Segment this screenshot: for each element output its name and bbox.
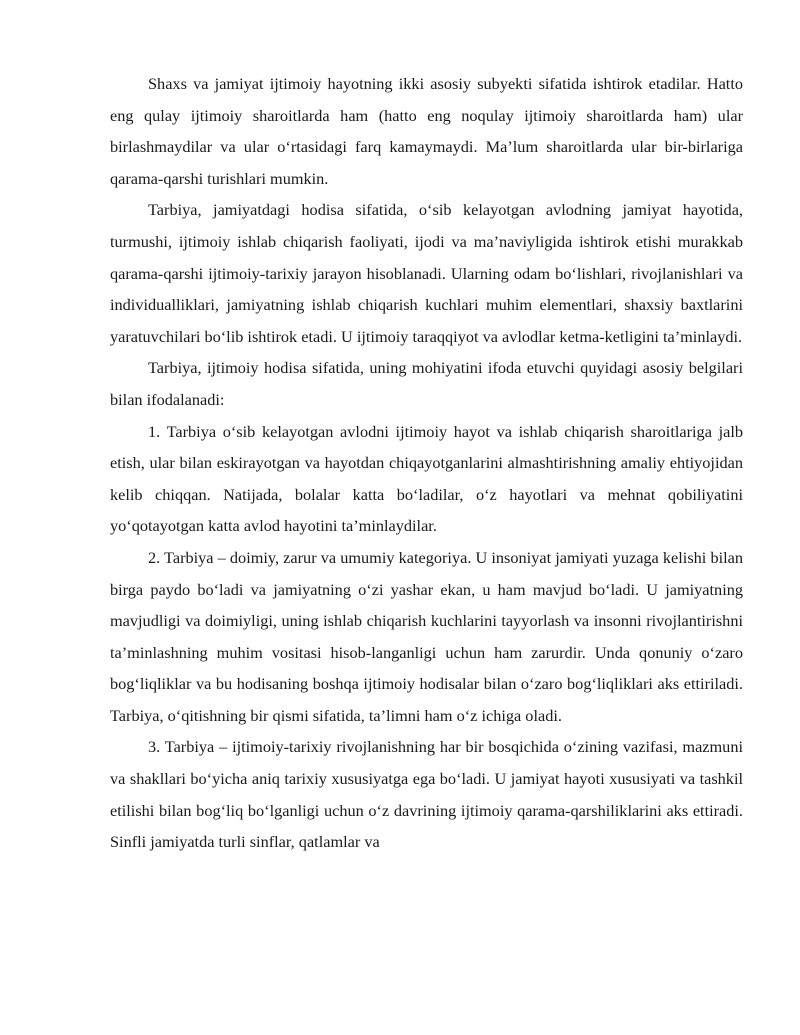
paragraph-3: Tarbiya, ijtimoiy hodisa sifatida, uning mohiyatini ifoda etuvchi quyidagi asosiy belgilari bilan ifodalanadi: xyxy=(110,358,743,409)
list-item-3: 3. Tarbiya – ijtimoiy-tarixiy rivojlanishning har bir bosqichida o‘zining vazifasi, mazmuni va shakllari bo‘yicha aniq tarixiy xususiyatga ega bo‘ladi. U jamiyat hayoti xususiyati va tashkil etilishi bilan bog‘liq bo‘lganligi uchun o‘z davrining ijtimoiy qarama-qarshiliklarini aks ettiradi. Sinfli jamiyatda turli sinflar, qatlamlar va xyxy=(110,737,743,852)
paragraph-2: Tarbiya, jamiyatdagi hodisa sifatida, o‘sib kelayotgan avlodning jamiyat hayotida, turmushi, ijtimoiy ishlab chiqarish faoliyati, ijodi va ma’naviyligida ishtirok etishi murakkab qarama-qarshi ijtimoiy-tarixiy jarayon hisoblanadi. Ularning odam bo‘lishlari, rivojlanishlari va individualliklari, jamiyatning ishlab chiqarish kuchlari muhim elementlari, shaxsiy baxtlarini yaratuvchilari bo‘lib ishtirok etadi. U ijtimoiy taraqqiyot va avlodlar ketma-ketligini ta’minlaydi. xyxy=(110,200,743,346)
document-page xyxy=(110,68,743,858)
list-item-2: 2. Tarbiya – doimiy, zarur va umumiy kategoriya. U insoniyat jamiyati yuzaga kelishi bilan birga paydo bo‘ladi va jamiyatning o‘zi yashar ekan, u ham mavjud bo‘ladi. U jamiyatning mavjudligi va doimiyligi, uning ishlab chiqarish kuchlarini tayyorlash va insonni rivojlantirishni ta’minlashning muhim vositasi hisob-langanligi uchun ham zarurdir. Unda qonuniy o‘zaro bog‘liqliklar va bu hodisaning boshqa ijtimoiy hodisalar bilan o‘zaro bog‘liqliklari aks ettiriladi. Tarbiya, o‘qitishning bir qismi sifatida, ta’limni ham o‘z ichiga oladi. xyxy=(110,547,743,725)
paragraph-1: Shaxs va jamiyat ijtimoiy hayotning ikki asosiy subyekti sifatida ishtirok etadilar. Hatto eng qulay ijtimoiy sharoitlarda ham (hatto eng noqulay ijtimoiy sharoitlarda ham) ular birlashmaydilar va ular o‘rtasidagi farq kamaymaydi. Ma’lum sharoitlarda ular bir-birlariga qarama-qarshi turishlari mumkin. xyxy=(110,74,743,188)
list-item-1: 1. Tarbiya o‘sib kelayotgan avlodni ijtimoiy hayot va ishlab chiqarish sharoitlariga jalb etish, ular bilan eskirayotgan va hayotdan chiqayotganlarini almashtirishning amaliy ehtiyojidan kelib chiqqan. Natijada, bolalar katta bo‘ladilar, o‘z hayotlari va mehnat qobiliyatini yo‘qotayotgan katta avlod hayotini ta’minlaydilar. xyxy=(110,421,743,536)
